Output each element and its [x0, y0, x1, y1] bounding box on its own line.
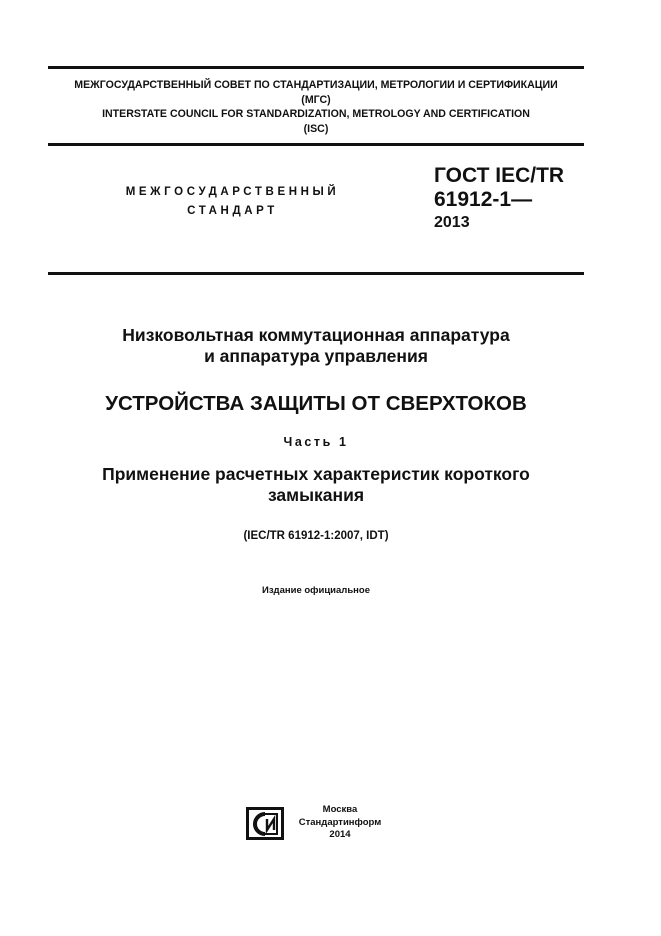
standard-kind-line2: СТАНДАРТ [187, 205, 278, 217]
council-abbr-ru: (МГС) [301, 93, 331, 106]
part-title [48, 464, 584, 506]
publisher-block [290, 804, 390, 842]
part-number: Часть 1 [283, 435, 349, 449]
standartinform-logo-icon [245, 806, 285, 841]
publisher-city: Москва [322, 804, 358, 815]
document-subject [48, 325, 584, 367]
designation-line1: ГОСТ IEC/TR [434, 164, 565, 187]
council-name-en: INTERSTATE COUNCIL FOR STANDARDIZATION, METROLOGY AND CERTIFICATION [102, 108, 530, 120]
header-rule [48, 143, 584, 146]
council-abbr-en: (ISC) [303, 122, 329, 135]
council-header [48, 78, 584, 136]
main-title: УСТРОЙСТВА ЗАЩИТЫ ОТ СВЕРХТОКОВ [105, 392, 527, 415]
subject-line2: и аппаратура управления [204, 346, 428, 366]
standard-kind [100, 183, 365, 221]
standard-designation [434, 164, 564, 233]
publisher-name: Стандартинформ [298, 816, 382, 828]
edition-note: Издание официальное [262, 585, 370, 596]
top-rule [48, 66, 584, 69]
council-name-ru: МЕЖГОСУДАРСТВЕННЫЙ СОВЕТ ПО СТАНДАРТИЗАЦИИ, МЕТРОЛОГИИ И СЕРТИФИКАЦИИ [74, 79, 558, 91]
subject-line1: Низковольтная коммутационная аппаратура [122, 325, 510, 345]
part-title-line2: замыкания [267, 485, 365, 505]
designation-line2: 61912-1— [434, 188, 533, 211]
designation-rule [48, 272, 584, 275]
standard-kind-line1: МЕЖГОСУДАРСТВЕННЫЙ [125, 186, 340, 198]
iec-reference: (IEC/TR 61912-1:2007, IDT) [243, 530, 389, 542]
part-title-line1: Применение расчетных характеристик короткого [102, 464, 530, 484]
designation-year: 2013 [434, 214, 470, 231]
publisher-year: 2014 [329, 829, 351, 840]
